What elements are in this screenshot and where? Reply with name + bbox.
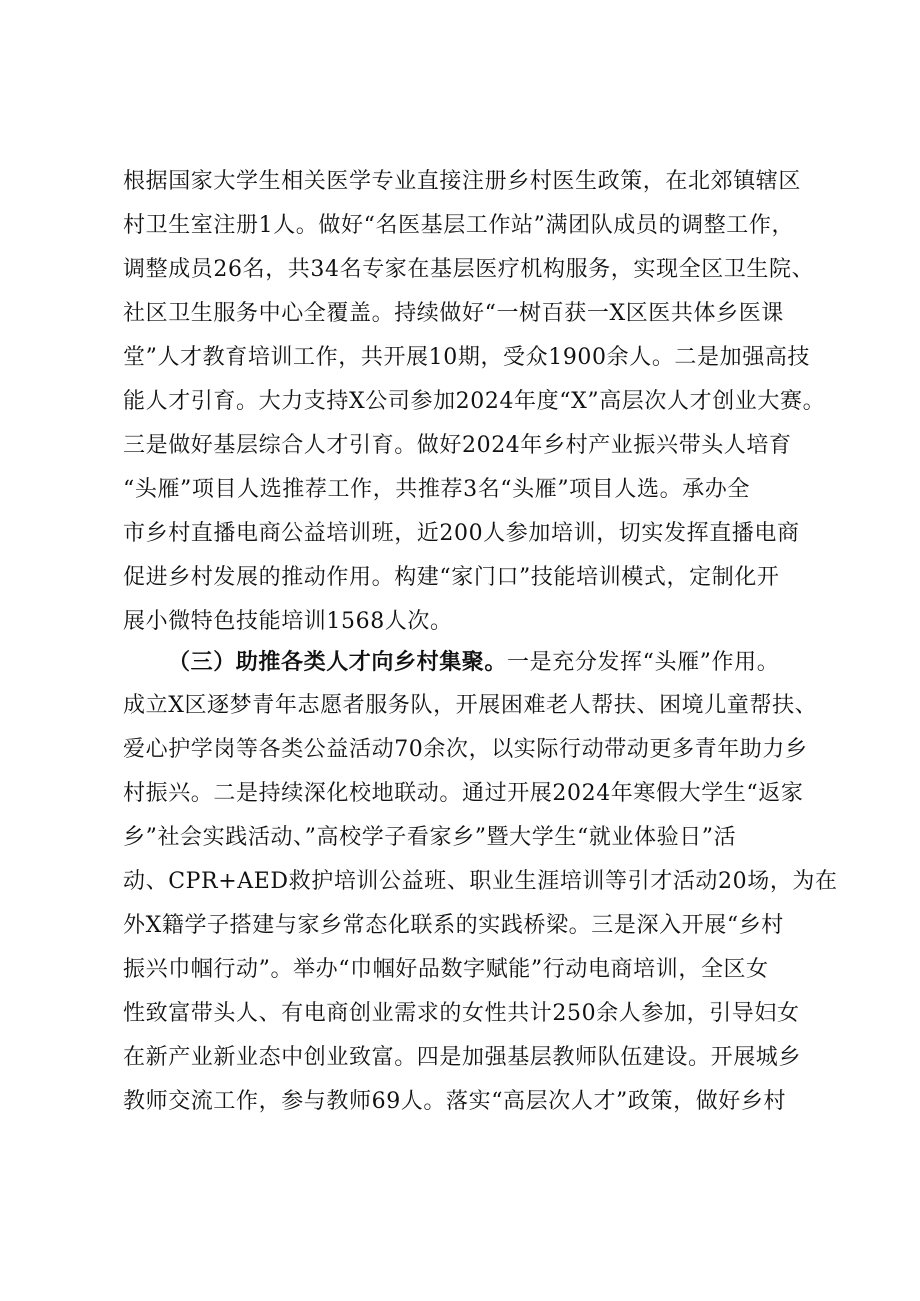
text-line: 教师交流工作，参与教师69人。落实“高层次人才”政策，做好乡村 xyxy=(123,1089,787,1114)
text-line: 外X籍学子搭建与家乡常态化联系的实践桥梁。三是深入开展“乡村 xyxy=(123,913,784,938)
text-line: 动、CPR+AED救护培训公益班、职业生涯培训等引才活动20场，为在 xyxy=(123,869,838,894)
text-line: 在新产业新业态中创业致富。四是加强基层教师队伍建设。开展城乡 xyxy=(123,1045,802,1070)
section-heading: （三）助推各类人才向乡村集聚。 xyxy=(168,649,508,675)
text-line: 市乡村直播电商公益培训班，近200人参加培训，切实发挥直播电商 xyxy=(123,521,800,546)
paragraph-talent-gathering xyxy=(123,640,838,1124)
text-line: 促进乡村发展的推动作用。构建“家门口”技能培训模式，定制化开 xyxy=(123,565,780,590)
text-line: 振兴巾帼行动”。举办“巾帼好品数字赋能”行动电商培训，全区女 xyxy=(123,957,769,982)
text-line: 能人才引育。大力支持X公司参加2024年度“X”高层次人才创业大赛。 xyxy=(123,389,826,414)
text-line: 乡”社会实践活动、”高校学子看家乡”暨大学生“就业体验日”活 xyxy=(123,825,737,850)
text-line: 根据国家大学生相关医学专业直接注册乡村医生政策，在北郊镇辖区 xyxy=(123,169,802,194)
text-line: “头雁”项目人选推荐工作，共推荐3名“头雁”项目人选。承办全 xyxy=(123,477,750,502)
text-line: 三是做好基层综合人才引育。做好2024年乡村产业振兴带头人培育 xyxy=(123,433,792,458)
text-line: 堂”人才教育培训工作，共开展10期，受众1900余人。二是加强高技 xyxy=(123,345,811,370)
paragraph-talent-introduction xyxy=(123,160,826,644)
text-line: 村振兴。二是持续深化校地联动。通过开展2024年寒假大学生“返家 xyxy=(123,781,804,806)
text-line: 调整成员26名，共34名专家在基层医疗机构服务，实现全区卫生院、 xyxy=(123,257,815,282)
text-line: 村卫生室注册1人。做好“名医基层工作站”满团队成员的调整工作， xyxy=(123,213,795,238)
text-line: 性致富带头人、有电商创业需求的女性共计250余人参加，引导妇女 xyxy=(123,1001,800,1026)
text-line: 社区卫生服务中心全覆盖。持续做好“一树百获一X区医共体乡医课 xyxy=(123,301,784,326)
text-line: 展小微特色技能培训1568人次。 xyxy=(123,609,453,634)
text-line: 爱心护学岗等各类公益活动70余次，以实际行动带动更多青年助力乡 xyxy=(123,737,808,762)
text-line: 成立X区逐梦青年志愿者服务队，开展困难老人帮扶、困境儿童帮扶、 xyxy=(123,693,818,718)
paragraph-first-line xyxy=(123,640,823,684)
heading-continuation: 一是充分发挥“头雁”作用。 xyxy=(507,650,780,675)
